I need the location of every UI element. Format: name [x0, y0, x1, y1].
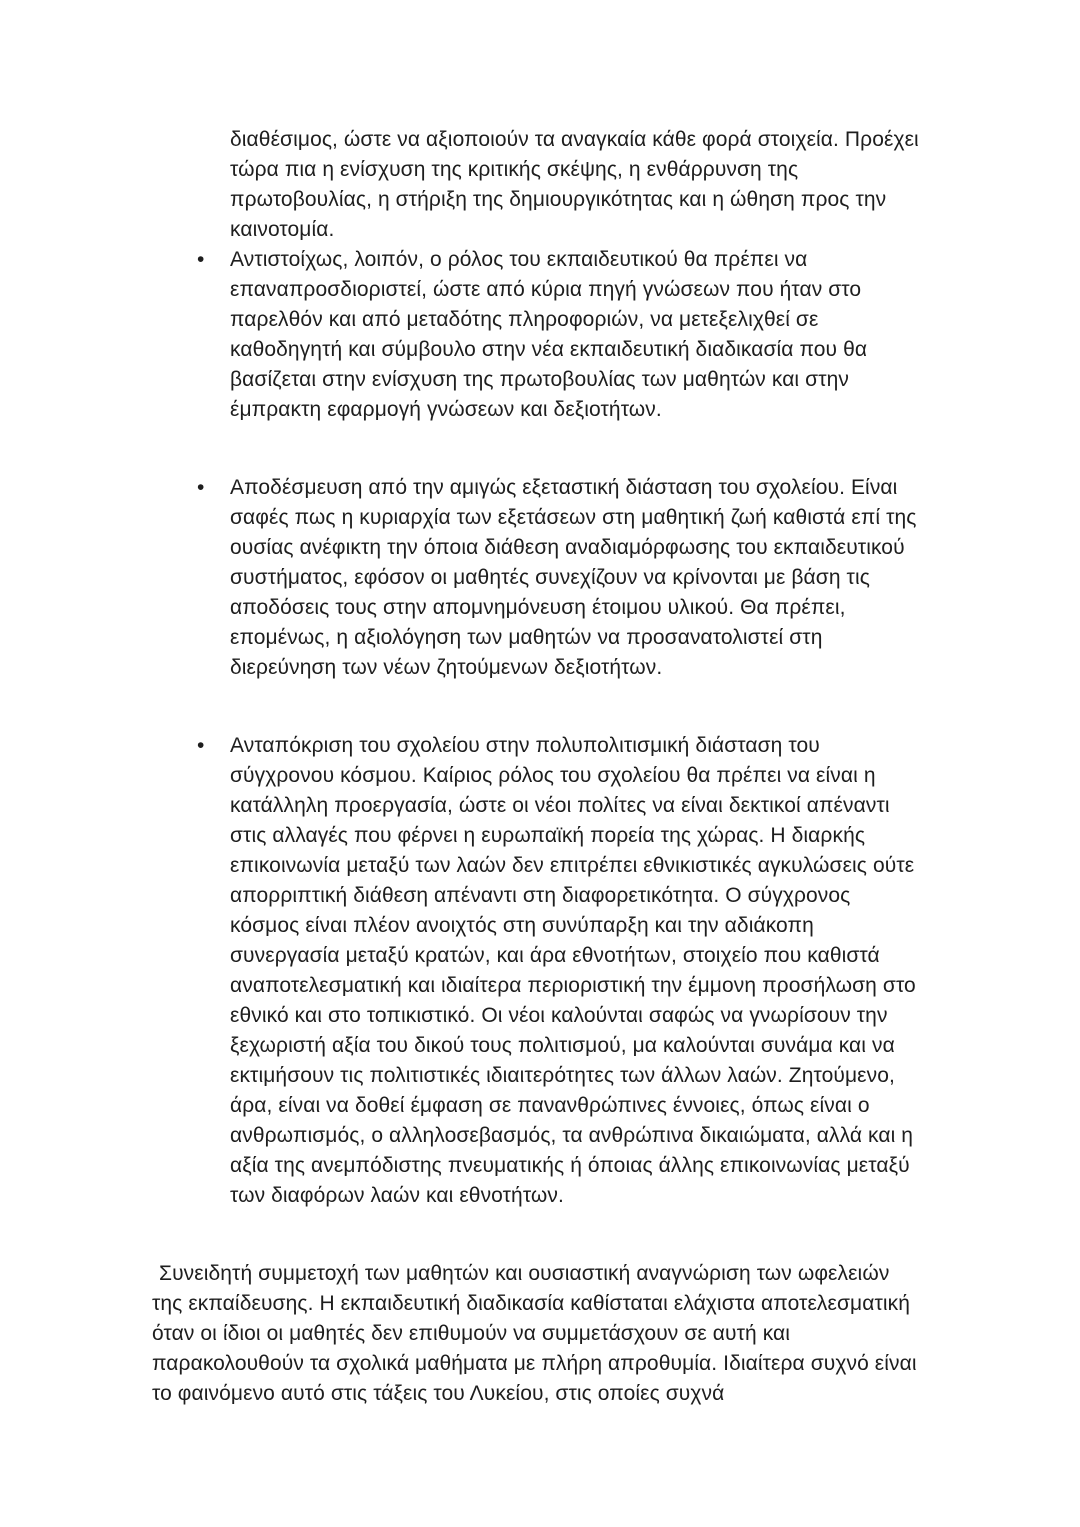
bullet-icon: •	[197, 476, 205, 499]
bullet-icon: •	[197, 248, 205, 271]
bullet-text: Αντιστοίχως, λοιπόν, ο ρόλος του εκπαιδευτικού θα πρέπει να επαναπροσδιοριστεί, ώστε από κύρια πηγή γνώσεων που ήταν στο παρελθόν και από μεταδότης πληροφοριών, να μετεξελιχθεί σε καθοδηγητή και σύμβουλο στην νέα εκπαιδευτική διαδικασία που θα βασίζεται στην ενίσχυση της πρωτοβουλίας των μαθητών και στην έμπρακτη εφαρμογή γνώσεων και δεξιοτήτων.	[230, 248, 868, 421]
bullet-item	[197, 473, 925, 683]
bullet-item	[197, 245, 925, 425]
paragraph: διαθέσιμος, ώστε να αξιοποιούν τα αναγκαία κάθε φορά στοιχεία. Προέχει τώρα πια η ενίσχυση της κριτικής σκέψης, η ενθάρρυνση της πρωτοβουλίας, η στήριξη της δημιουργικότητας και η ώθηση προς την καινοτομία.	[230, 128, 919, 241]
bullet-icon: •	[197, 734, 205, 757]
paragraph: Συνειδητή συμμετοχή των μαθητών και ουσιαστική αναγνώριση των ωφελειών της εκπαίδευσης. Η εκπαιδευτική διαδικασία καθίσταται ελάχιστα αποτελεσματική όταν οι ίδιοι οι μαθητές δεν επιθυμούν να συμμετάσχουν σε αυτή και παρακολουθούν τα σχολικά μαθήματα με πλήρη απροθυμία. Ιδιαίτερα συχνό είναι το φαινόμενο αυτό στις τάξεις του Λυκείου, στις οποίες συχνά	[152, 1262, 917, 1405]
document-text-content	[152, 125, 925, 1409]
bullet-item	[197, 731, 925, 1211]
bullet-text: Ανταπόκριση του σχολείου στην πολυπολιτισμική διάσταση του σύγχρονου κόσμου. Καίριος ρόλος του σχολείου θα πρέπει να είναι η κατάλληλη προεργασία, ώστε οι νέοι πολίτες να είναι δεκτικοί απέναντι στις αλλαγές που φέρνει η ευρωπαϊκή πορεία της χώρας. Η διαρκής επικοινωνία μεταξύ των λαών δεν επιτρέπει εθνικιστικές αγκυλώσεις ούτε απορριπτική διάθεση απέναντι στη διαφορετικότητα. Ο σύγχρονος κόσμος είναι πλέον ανοιχτός στη συνύπαρξη και την αδιάκοπη συνεργασία μεταξύ κρατών, και άρα εθνοτήτων, στοιχείο που καθιστά αναποτελεσματική και ιδιαίτερα περιοριστική την έμμονη προσήλωση στο εθνικό και στο τοπικιστικό. Οι νέοι καλούνται σαφώς να γνωρίσουν την ξεχωριστή αξία του δικού τους πολιτισμού, μα καλούνται συνάμα και να εκτιμήσουν τις πολιτιστικές ιδιαιτερότητες των άλλων λαών. Ζητούμενο, άρα, είναι να δοθεί έμφαση σε πανανθρώπινες έννοιες, όπως είναι ο ανθρωπισμός, ο αλληλοσεβασμός, τα ανθρώπινα δικαιώματα, αλλά και η αξία της ανεμπόδιστης πνευματικής ή όποιας άλλης επικοινωνίας μεταξύ των διαφόρων λαών και εθνοτήτων.	[230, 734, 916, 1207]
bullet-text: Αποδέσμευση από την αμιγώς εξεταστική διάσταση του σχολείου. Είναι σαφές πως η κυριαρχία των εξετάσεων στη μαθητική ζωή καθιστά επί της ουσίας ανέφικτη την όποια διάθεση αναδιαμόρφωσης του εκπαιδευτικού συστήματος, εφόσον οι μαθητές συνεχίζουν να κρίνονται με βάση τις αποδόσεις τους στην απομνημόνευση έτοιμου υλικού. Θα πρέπει, επομένως, η αξιολόγηση των μαθητών να προσανατολιστεί στη διερεύνηση των νέων ζητούμενων δεξιοτήτων.	[230, 476, 917, 679]
